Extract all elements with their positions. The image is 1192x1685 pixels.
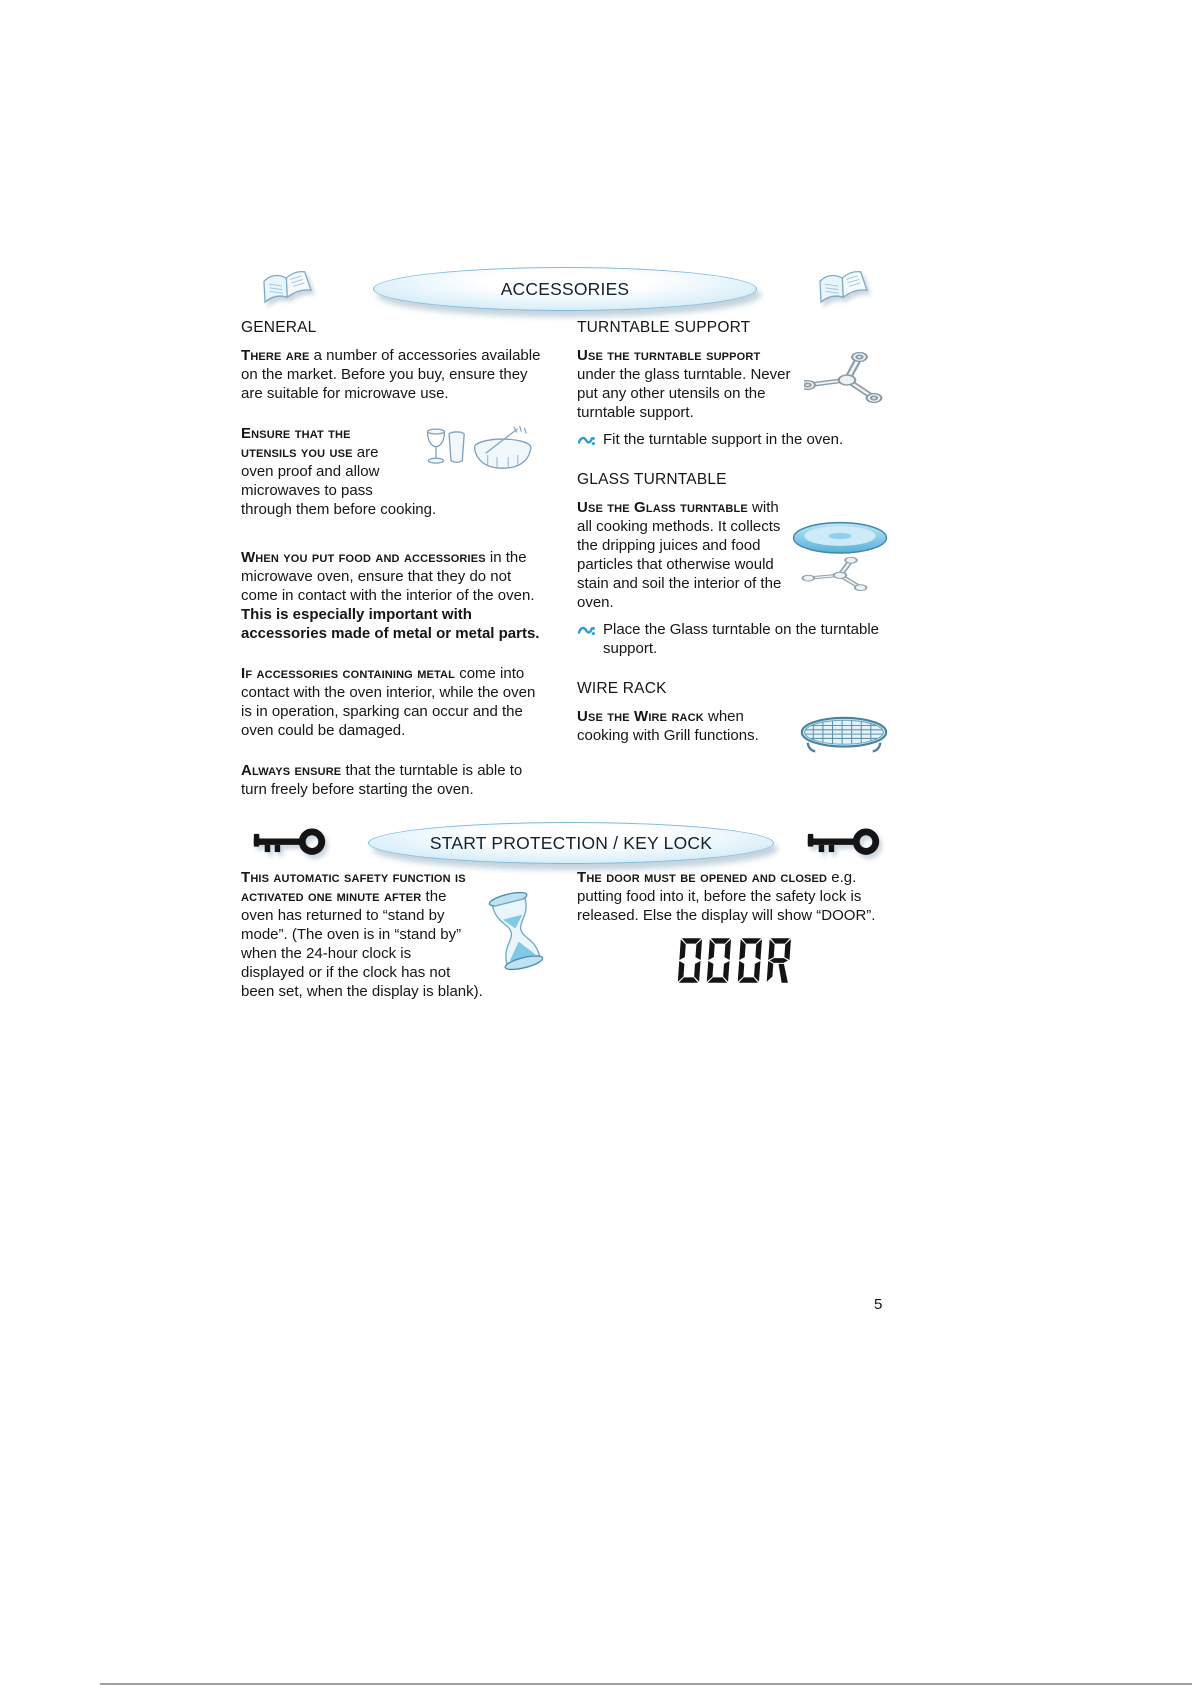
- paragraph-door-open-close: [577, 868, 890, 925]
- paragraph-glass-turntable: [577, 498, 890, 612]
- text-ensure-utensils: are oven proof and allow microwaves to pass through them before cooking.: [241, 444, 437, 518]
- text-metal-warning-bold: This is especially important with accessories made of metal or metal parts.: [241, 606, 540, 642]
- start-protection-banner: [368, 822, 774, 864]
- lead-turntable-support: Use the turntable support: [577, 347, 761, 364]
- step-fit-support-text: Fit the turntable support in the oven.: [603, 431, 844, 448]
- turntable-support-icon: [804, 347, 890, 418]
- wire-rack-heading: WIRE RACK: [577, 680, 667, 697]
- text-turntable-support: under the glass turntable. Never put any other utensils on the turntable support.: [577, 366, 791, 421]
- accessories-detail-column: [577, 318, 890, 768]
- step-place-turntable-text: Place the Glass turntable on the turntable support.: [603, 621, 880, 657]
- accessories-general-column: [241, 318, 547, 820]
- lead-food-accessories: When you put food and accessories: [241, 549, 486, 566]
- lead-glass-turntable: Use the Glass turntable: [577, 499, 748, 516]
- paragraph-always-ensure: [241, 761, 547, 799]
- text-wire-rack: when cooking with Grill functions.: [577, 708, 759, 744]
- lead-there-are: There are: [241, 347, 310, 364]
- glass-turntable-heading: GLASS TURNTABLE: [577, 471, 727, 488]
- accessories-banner-label: ACCESSORIES: [500, 278, 630, 299]
- lead-door-open-close: The door must be opened and closed: [577, 869, 828, 886]
- accessories-banner: [373, 267, 757, 311]
- paragraph-ensure-utensils: [241, 424, 547, 519]
- lead-containing-metal: If accessories containing metal: [241, 665, 456, 682]
- paragraph-containing-metal: [241, 664, 547, 740]
- step-bullet-icon: [578, 433, 595, 452]
- paragraph-there-are: [241, 346, 547, 403]
- step-place-turntable: [577, 620, 890, 658]
- text-safety-function: the oven has returned to “stand by mode”. (The oven is in “stand by” when the 24-hour clock is displayed or if the clock has not been set, when the display is blank).: [241, 888, 483, 1000]
- door-display: [577, 937, 890, 989]
- text-food-accessories: in the microwave oven, ensure that they do not come in contact with the interior of the oven.: [241, 549, 535, 604]
- lead-always-ensure: Always ensure: [241, 762, 342, 779]
- text-containing-metal: come into contact with the oven interior, while the oven is in operation, sparking can occur and the oven could be damaged.: [241, 665, 536, 739]
- turntable-support-heading: TURNTABLE SUPPORT: [577, 319, 751, 336]
- start-protection-banner-label: START PROTECTION / KEY LOCK: [429, 832, 713, 853]
- paragraph-wire-rack: [577, 707, 890, 745]
- paragraph-safety-function: [241, 868, 547, 1001]
- wire-rack-icon: [798, 713, 890, 766]
- step-bullet-icon: [578, 623, 595, 642]
- lead-ensure-utensils: Ensure that the utensils you use: [241, 425, 353, 461]
- start-protection-right-column: [577, 868, 890, 989]
- glassware-icon: [417, 425, 547, 492]
- key-icon: [806, 824, 886, 867]
- start-protection-left-column: [241, 868, 547, 1022]
- text-door-open-close: e.g. putting food into it, before the safety lock is released. Else the display will show “DOOR”.: [577, 869, 876, 924]
- page-number: 5: [874, 1296, 883, 1313]
- lead-wire-rack: Use the Wire rack: [577, 708, 704, 725]
- open-book-icon: [814, 266, 872, 317]
- key-icon: [252, 824, 332, 867]
- glass-turntable-icon: [790, 510, 890, 601]
- step-fit-support: [577, 430, 890, 449]
- paragraph-food-accessories: [241, 548, 547, 643]
- text-there-are: a number of accessories available on the market. Before you buy, ensure they are suitable for microwave use.: [241, 347, 541, 402]
- text-glass-turntable: with all cooking methods. It collects the dripping juices and food particles that otherwise would stain and soil the interior of the oven.: [577, 499, 782, 611]
- general-heading: GENERAL: [241, 319, 317, 336]
- lead-safety-function: This automatic safety function is activated one minute after: [241, 869, 466, 905]
- open-book-icon: [258, 266, 316, 317]
- paragraph-turntable-support: [577, 346, 890, 422]
- text-always-ensure: that the turntable is able to turn freely before starting the oven.: [241, 762, 523, 798]
- hourglass-icon: [485, 888, 547, 979]
